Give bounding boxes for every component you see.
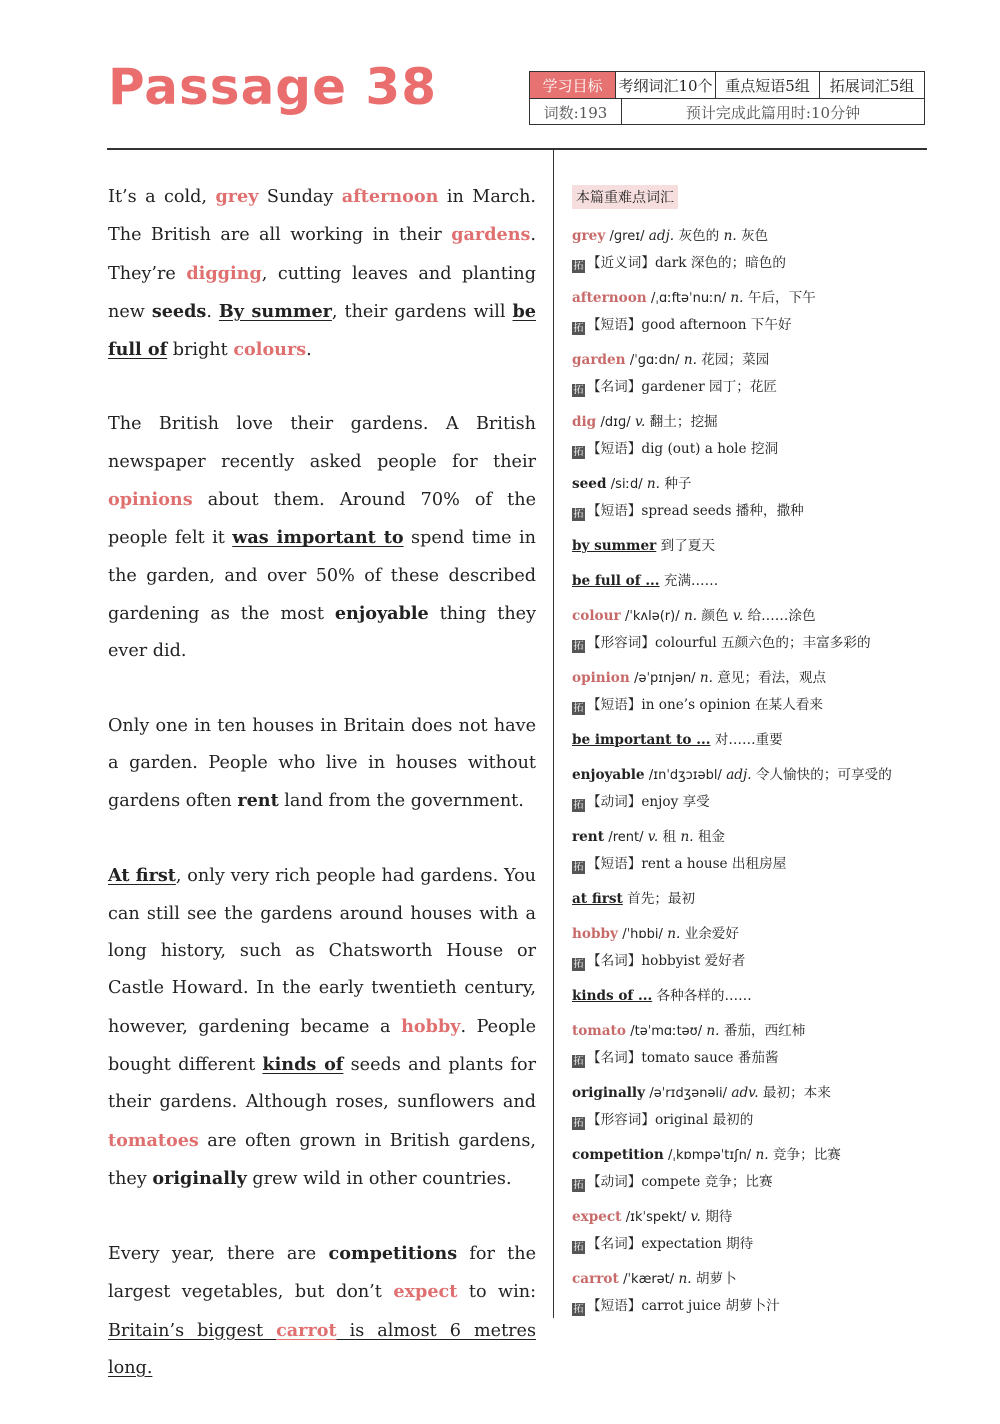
vocab-entry [572, 1018, 922, 1071]
text-run: , cutting leaves and planting new [108, 263, 536, 322]
vocab-entry [572, 762, 922, 815]
text-run: Only one in ten houses in Britain does not have a garden. People who live in houses without gardens often [108, 715, 536, 812]
phonetic: /ˈkærət/ [623, 1272, 675, 1287]
vocab-entry [572, 1142, 922, 1195]
highlighted-term: enjoyable [334, 602, 429, 624]
passage-paragraph [108, 708, 536, 821]
highlighted-term: By summer [218, 300, 332, 322]
meaning: 最初；本来 [762, 1085, 831, 1101]
vocab-word: be important to ... [572, 732, 711, 748]
vocab-entry [572, 886, 922, 912]
vocab-entry [572, 285, 922, 338]
part-of-speech: n. [683, 352, 697, 368]
extension-tag-icon: 拓 [573, 447, 584, 458]
phonetic: /ɪnˈdʒɔɪəbl/ [648, 768, 722, 783]
vocab-word: rent [572, 829, 604, 845]
target-words: 考纲词汇10个 [616, 72, 716, 98]
extension-note: 【短语】spread seeds 播种，撒种 [587, 503, 804, 519]
vocab-word: competition [572, 1147, 664, 1163]
vocab-entry [572, 471, 922, 524]
phonetic: /ˈkʌlə(r)/ [624, 609, 680, 624]
meaning: 各种各样的…… [656, 988, 752, 1004]
word-count: 词数:193 [530, 99, 622, 125]
meaning: 午后，下午 [747, 290, 816, 306]
header-divider [107, 148, 927, 150]
vocab-entry [572, 347, 922, 400]
vocab-entry [572, 533, 922, 559]
highlighted-term: rent [237, 790, 279, 812]
column-divider [553, 148, 554, 1318]
estimated-time: 预计完成此篇用时:10分钟 [685, 103, 861, 122]
part-of-speech: n. [699, 670, 713, 686]
text-run: spend time in the garden, and over 50% of these described gardening as the most [108, 528, 536, 624]
text-run: are often grown in British gardens, they [108, 1130, 536, 1189]
vocab-word: be full of ... [572, 573, 660, 589]
vocab-word: grey [572, 228, 606, 244]
study-goal-row [530, 72, 924, 99]
text-run: to win: [457, 1282, 536, 1303]
extension-tag-icon: 拓 [573, 385, 584, 396]
extension-note: 【形容词】original 最初的 [587, 1112, 754, 1128]
vocab-word: garden [572, 352, 626, 368]
phonetic: /əˈpɪnjən/ [634, 671, 696, 686]
phonetic: /dɪɡ/ [600, 415, 631, 430]
key-phrases: 重点短语5组 [716, 72, 820, 98]
highlighted-term: seeds [151, 300, 207, 322]
extension-tag-icon: 拓 [573, 1118, 584, 1129]
phonetic: /ˈɡɑːdn/ [629, 353, 680, 368]
highlighted-term: tomatoes [108, 1129, 199, 1151]
vocab-entry [572, 409, 922, 462]
extension-tag-icon: 拓 [573, 1180, 584, 1191]
phonetic: /əˈrɪdʒənəli/ [649, 1086, 728, 1101]
meaning: 灰色 [740, 228, 769, 244]
part-of-speech: v. [634, 414, 646, 430]
text-run: grew wild in other countries. [246, 1168, 512, 1189]
vocab-entry [572, 921, 922, 974]
vocab-word: dig [572, 414, 597, 430]
passage-paragraph [108, 178, 536, 369]
highlighted-term: Britain’s biggest [108, 1320, 277, 1341]
study-info-box [529, 71, 925, 125]
phonetic: /ˌɑːftəˈnuːn/ [650, 291, 727, 306]
vocab-word: kinds of ... [572, 988, 653, 1004]
part-of-speech: adj. [726, 767, 752, 783]
passage-paragraph [108, 1235, 536, 1387]
extension-tag-icon: 拓 [573, 1056, 584, 1067]
highlighted-term: colours [233, 339, 307, 361]
vocabulary-heading: 本篇重难点词汇 [572, 185, 678, 209]
extension-tag-icon: 拓 [573, 323, 584, 334]
vocab-word: opinion [572, 670, 630, 686]
text-run: thing they ever did. [108, 603, 537, 662]
vocab-word: hobby [572, 926, 618, 942]
extension-note: 【短语】in one’s opinion 在某人看来 [587, 697, 823, 713]
goal-label: 学习目标 [530, 72, 616, 98]
text-run: Sunday [258, 187, 342, 207]
text-run: , their gardens will [331, 301, 513, 322]
meaning: 竞争；比赛 [772, 1147, 841, 1163]
highlighted-term: be full of [108, 300, 536, 361]
vocabulary-panel [572, 185, 922, 1328]
highlighted-term: carrot [276, 1319, 337, 1341]
extension-tag-icon: 拓 [573, 862, 584, 873]
vocab-entry [572, 1204, 922, 1257]
meaning: 充满…… [663, 573, 719, 589]
part-of-speech: adj. [648, 228, 675, 244]
meaning: 业余爱好 [684, 926, 739, 942]
vocab-entry [572, 223, 922, 276]
vocab-entry [572, 1080, 922, 1133]
meaning: 期待 [705, 1209, 733, 1225]
extension-words: 拓展词汇5组 [829, 76, 915, 95]
part-of-speech: adv. [731, 1085, 759, 1101]
highlighted-term: digging [186, 262, 262, 284]
meaning: 首先；最初 [627, 891, 696, 907]
vocab-entry [572, 727, 922, 753]
vocab-word: tomato [572, 1023, 626, 1039]
text-run: seeds and plants for their gardens. Although roses, sunflowers and [108, 1054, 536, 1113]
vocabulary-list [572, 223, 922, 1319]
part-of-speech: n. [706, 1023, 720, 1039]
vocab-entry [572, 824, 922, 877]
meaning: 胡萝卜 [695, 1271, 737, 1287]
highlighted-term: expect [393, 1281, 458, 1303]
highlighted-term: kinds of [262, 1053, 344, 1075]
extension-note: 【短语】good afternoon 下午好 [587, 317, 792, 333]
extension-note: 【动词】compete 竞争；比赛 [587, 1174, 773, 1190]
part-of-speech: n. [755, 1147, 769, 1163]
passage-text [108, 178, 536, 1424]
extension-tag-icon: 拓 [573, 1242, 584, 1253]
vocab-entry [572, 665, 922, 718]
meaning: 翻土；挖掘 [649, 414, 718, 430]
part-of-speech: n. [678, 1271, 692, 1287]
vocab-word: afternoon [572, 290, 647, 306]
text-run: for the largest vegetables, but don’t [108, 1244, 536, 1303]
phonetic: /ɡreɪ/ [609, 229, 645, 244]
passage-paragraph [108, 857, 536, 1198]
extension-tag-icon: 拓 [573, 703, 584, 714]
extension-note: 【短语】rent a house 出租房屋 [587, 856, 787, 872]
text-run: . They’re [108, 225, 536, 284]
meaning: 给……涂色 [747, 608, 816, 624]
highlighted-term: grey [215, 186, 259, 207]
highlighted-term: gardens [451, 224, 531, 246]
vocab-word: carrot [572, 1271, 619, 1287]
extension-note: 【名词】tomato sauce 番茄酱 [587, 1050, 779, 1066]
part-of-speech: n. [646, 476, 660, 492]
phonetic: /təˈmɑːtəʊ/ [630, 1024, 703, 1039]
passage-paragraph [108, 406, 536, 670]
part-of-speech: n. [723, 228, 737, 244]
vocab-entry [572, 1266, 922, 1319]
extension-note: 【名词】gardener 园丁；花匠 [587, 379, 778, 395]
meaning: 种子 [664, 476, 692, 492]
vocab-word: by summer [572, 538, 657, 554]
text-run: in March. The British are all working in their [108, 187, 536, 246]
part-of-speech: n. [667, 926, 681, 942]
part-of-speech: n. [730, 290, 744, 306]
text-run: The British love their gardens. A British newspaper recently asked people for their [108, 414, 536, 472]
extension-note: 【动词】enjoy 享受 [587, 794, 710, 810]
study-meta-row [530, 99, 924, 125]
extension-note: 【名词】hobbyist 爱好者 [587, 953, 746, 969]
meaning: 租 [662, 829, 677, 845]
extension-note: 【近义词】dark 深色的；暗色的 [587, 255, 786, 271]
text-run: . [306, 340, 312, 361]
vocab-word: seed [572, 476, 607, 492]
meaning: 番茄，西红柿 [723, 1023, 806, 1039]
part-of-speech: v. [732, 608, 744, 624]
extension-tag-icon: 拓 [573, 800, 584, 811]
extension-note: 【形容词】colourful 五颜六色的；丰富多彩的 [587, 635, 871, 651]
vocab-word: colour [572, 608, 621, 624]
vocab-word: expect [572, 1209, 622, 1225]
part-of-speech: v. [690, 1209, 701, 1225]
meaning: 灰色的 [678, 228, 720, 244]
text-run: It’s a cold, [108, 187, 216, 207]
phonetic: /ɪkˈspekt/ [625, 1210, 687, 1225]
extension-tag-icon: 拓 [573, 509, 584, 520]
highlighted-term: was important to [232, 527, 404, 549]
part-of-speech: n. [683, 608, 698, 624]
meaning: 颜色 [701, 608, 729, 624]
highlighted-term: competitions [328, 1243, 458, 1265]
vocab-entry [572, 603, 922, 656]
meaning: 意见；看法，观点 [717, 670, 827, 686]
phonetic: /ˈhɒbi/ [622, 927, 663, 942]
extension-tag-icon: 拓 [573, 959, 584, 970]
part-of-speech: n. [680, 829, 694, 845]
page-title: Passage 38 [108, 58, 437, 116]
vocab-word: originally [572, 1085, 645, 1101]
meaning: 租金 [697, 829, 726, 845]
vocab-word: enjoyable [572, 767, 645, 783]
phonetic: /siːd/ [610, 477, 643, 492]
extension-tag-icon: 拓 [573, 1304, 584, 1315]
meaning: 对……重要 [714, 732, 783, 748]
highlighted-term: originally [152, 1167, 247, 1189]
extension-note: 【短语】carrot juice 胡萝卜汁 [587, 1298, 780, 1314]
part-of-speech: v. [647, 829, 659, 845]
phonetic: /rent/ [608, 830, 644, 845]
highlighted-term: At first [108, 865, 176, 887]
extension-tag-icon: 拓 [573, 261, 584, 272]
extension-note: 【短语】dig (out) a hole 挖洞 [587, 441, 779, 457]
meaning: 到了夏天 [660, 538, 715, 554]
text-run: land from the government. [278, 791, 524, 812]
text-run: . People bought different [108, 1016, 536, 1075]
text-run: about them. Around 70% of the people felt it [108, 490, 536, 549]
extension-note: 【名词】expectation 期待 [587, 1236, 754, 1252]
text-run: , only very rich people had gardens. You can still see the gardens around houses with a long history, such as Chatsworth House or Castle Howard. In the early twentieth century, however, gardening became a [108, 866, 536, 1037]
extension-tag-icon: 拓 [573, 641, 584, 652]
highlighted-term: opinions [108, 489, 193, 511]
vocab-entry [572, 568, 922, 594]
vocab-word: at first [572, 891, 623, 907]
highlighted-term: afternoon [341, 186, 439, 207]
text-run: Every year, there are [108, 1244, 329, 1265]
highlighted-term: is almost 6 metres long. [108, 1320, 536, 1379]
highlighted-term: hobby [401, 1015, 461, 1037]
phonetic: /ˌkɒmpəˈtɪʃn/ [668, 1148, 752, 1163]
meaning: 花园；菜园 [701, 352, 770, 368]
vocab-entry [572, 983, 922, 1009]
meaning: 令人愉快的；可享受的 [755, 767, 892, 783]
text-run: . [206, 301, 219, 322]
text-run: bright [167, 340, 234, 361]
